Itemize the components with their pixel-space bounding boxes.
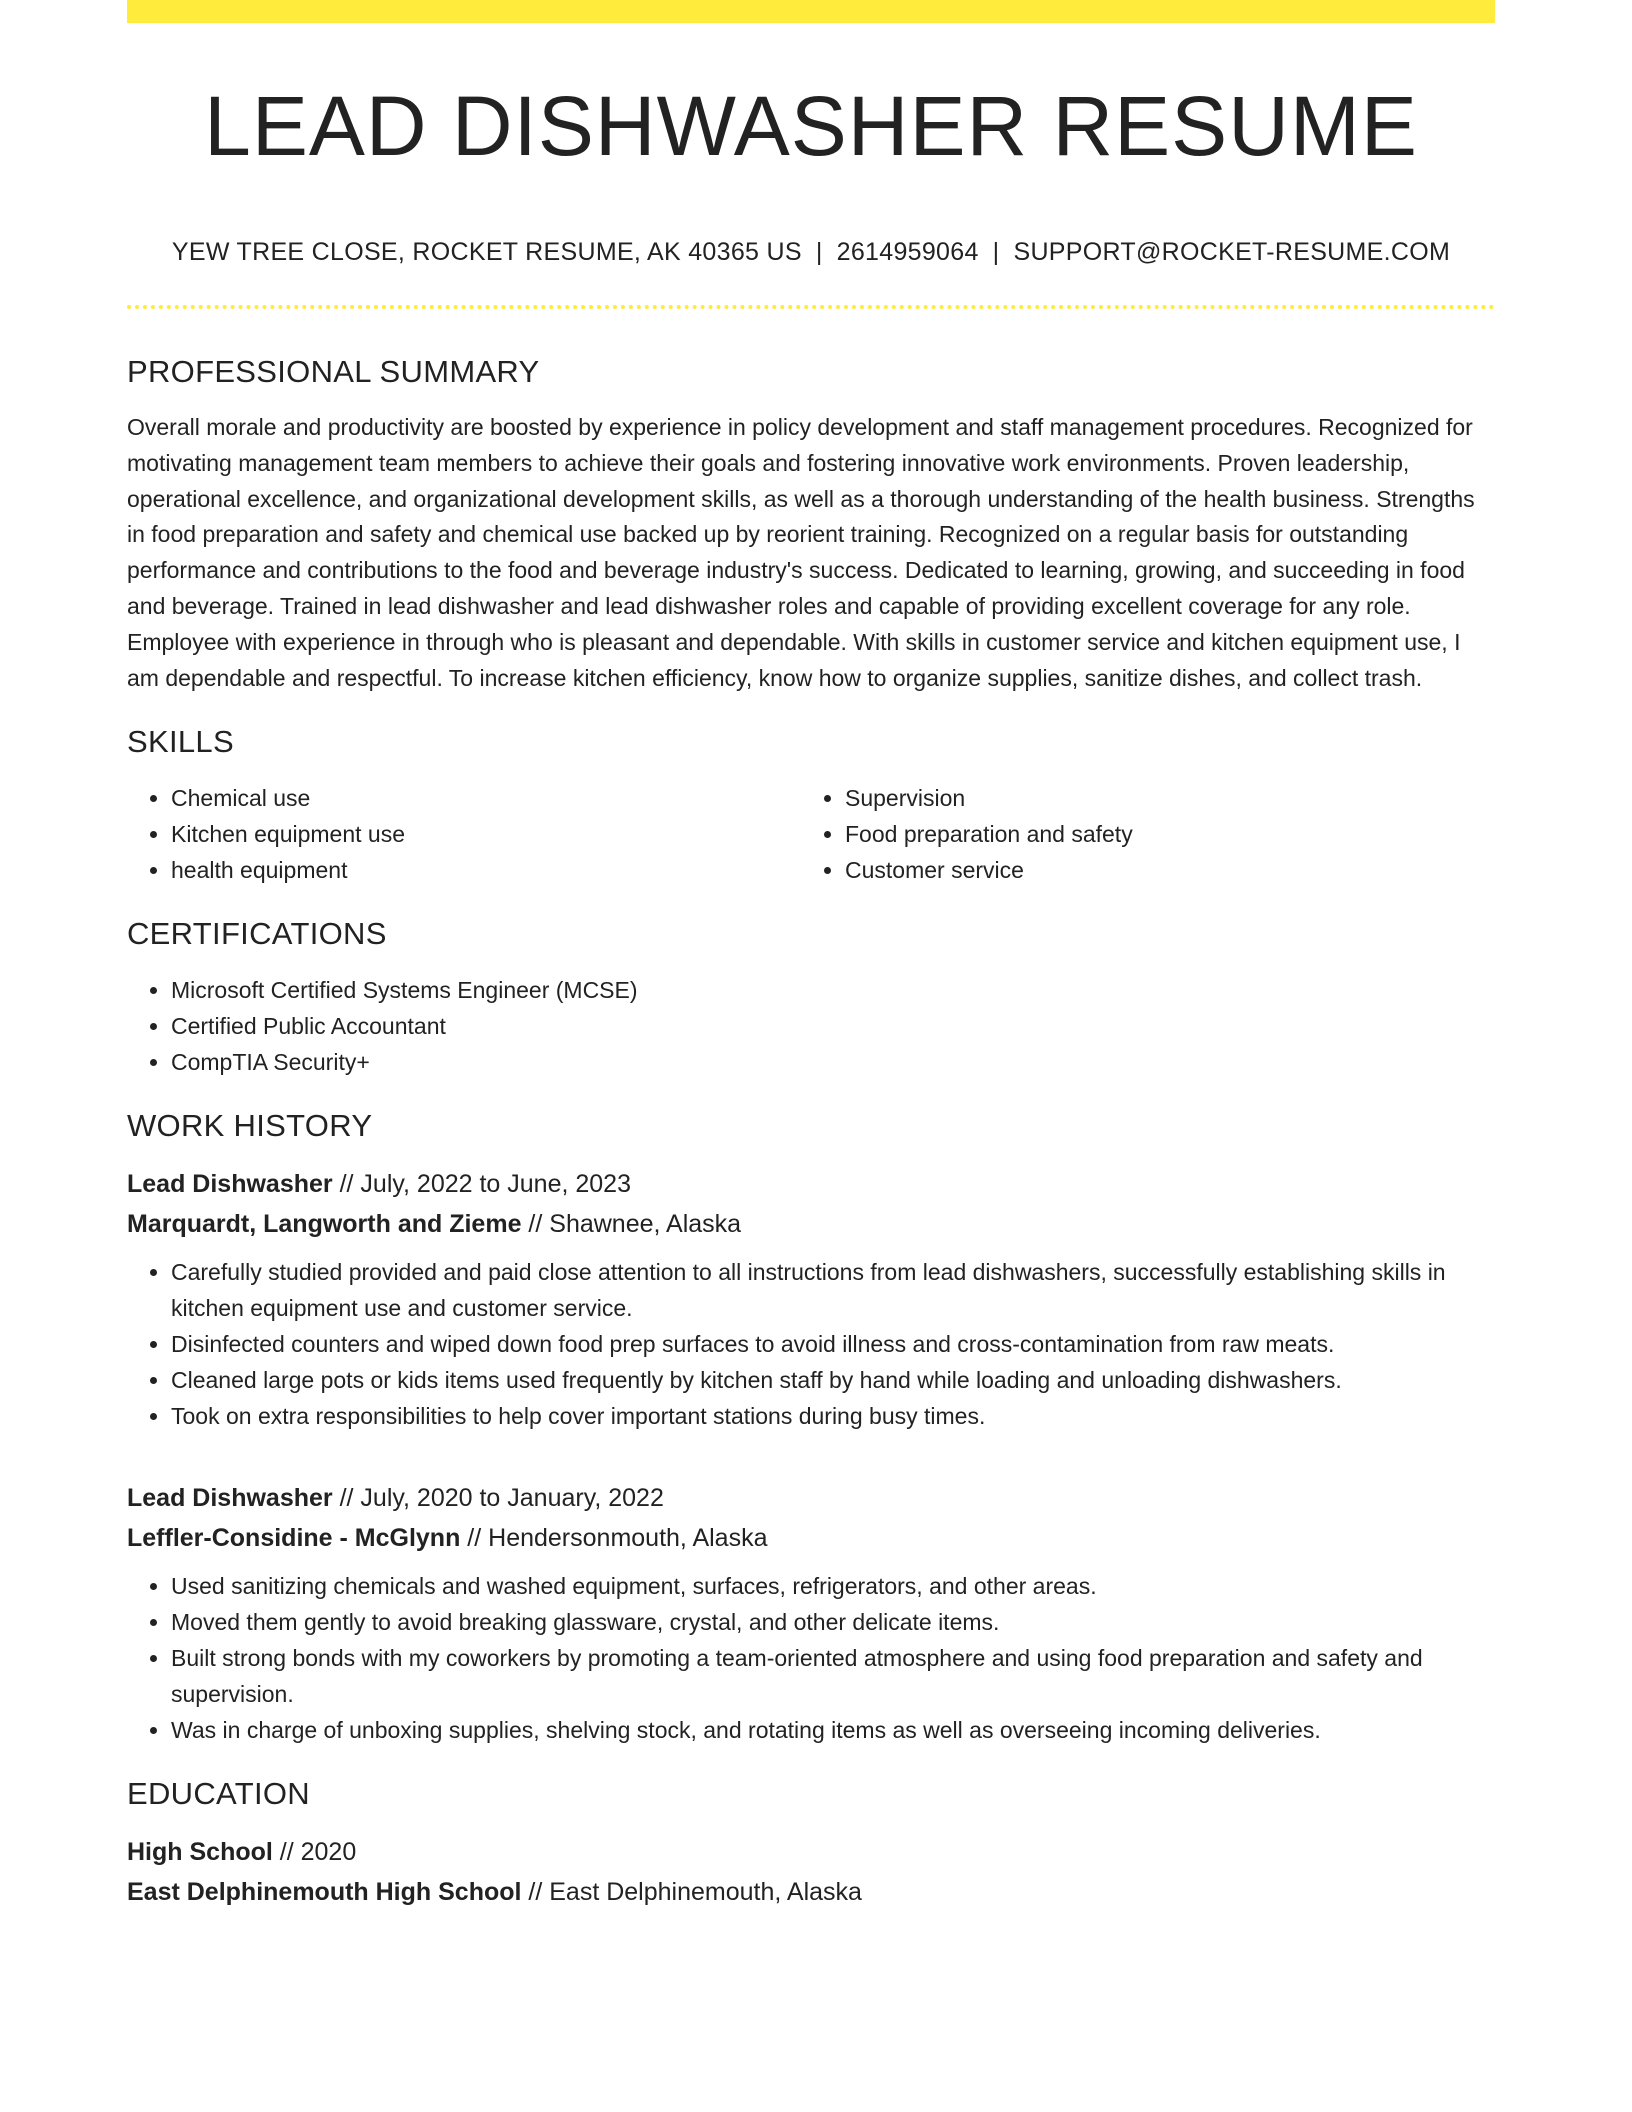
job-location: // Hendersonmouth, Alaska: [460, 1524, 768, 1553]
job-bullet: • Moved them gently to avoid breaking glassware, crystal, and other delicate items.: [171, 1604, 1495, 1640]
certification-item: • CompTIA Security+: [171, 1044, 1495, 1080]
certifications-section: [127, 914, 1495, 1080]
accent-top-bar: [127, 0, 1495, 23]
certifications-heading: CERTIFICATIONS: [127, 916, 387, 952]
education-heading: EDUCATION: [127, 1776, 310, 1812]
job-bullet: • Disinfected counters and wiped down food prep surfaces to avoid illness and cross-contamination from raw meats.: [171, 1326, 1495, 1362]
resume-body: [127, 352, 1495, 1912]
job-entry: [127, 1478, 1495, 1748]
resume-title: LEAD DISHWASHER RESUME: [204, 79, 1418, 173]
education-degree: High School: [127, 1838, 273, 1867]
education-degree-line: [127, 1832, 1495, 1872]
job-bullet: • Cleaned large pots or kids items used frequently by kitchen staff by hand while loading and unloading dishwashers.: [171, 1362, 1495, 1398]
job-company-line: [127, 1518, 1495, 1558]
job-title-line: [127, 1164, 1495, 1204]
skill-item: • Kitchen equipment use: [171, 816, 801, 852]
work-history-heading: WORK HISTORY: [127, 1108, 373, 1144]
contact-separator: |: [992, 238, 1000, 266]
job-bullet: • Was in charge of unboxing supplies, shelving stock, and rotating items as well as overseeing incoming deliveries.: [171, 1712, 1495, 1748]
job-bullets: [127, 1568, 1495, 1748]
skill-item: • Food preparation and safety: [845, 816, 1475, 852]
education-section: [127, 1774, 1495, 1912]
skills-list-left: [127, 780, 801, 888]
contact-phone: 2614959064: [836, 238, 979, 266]
certifications-list: [127, 972, 1495, 1080]
skills-list-right: [801, 780, 1475, 888]
summary-heading: PROFESSIONAL SUMMARY: [127, 354, 540, 389]
summary-section: [127, 352, 1495, 696]
work-history-section: [127, 1106, 1495, 1748]
job-bullet: • Carefully studied provided and paid close attention to all instructions from lead dishwashers, successfully establishing skills in kitchen equipment use and customer service.: [171, 1254, 1495, 1326]
job-title: Lead Dishwasher: [127, 1484, 333, 1513]
summary-text: Overall morale and productivity are boosted by experience in policy development and staff management procedures. Recognized for motivating management team members to achieve their goals and fostering innovative work environments. Proven leadership, operational excellence, and organizational development skills, as well as a thorough understanding of the health business. Strengths in food preparation and safety and chemical use backed up by reorient training. Recognized on a regular basis for outstanding performance and contributions to the food and beverage industry's success. Dedicated to learning, growing, and succeeding in food and beverage. Trained in lead dishwasher and lead dishwasher roles and capable of providing excellent coverage for any role. Employee with experience in through who is pleasant and dependable. With skills in customer service and kitchen equipment use, I am dependable and respectful. To increase kitchen efficiency, know how to organize supplies, sanitize dishes, and collect trash.: [127, 414, 1475, 691]
education-year: // 2020: [272, 1838, 357, 1867]
contact-address: YEW TREE CLOSE, ROCKET RESUME, AK 40365 US: [171, 238, 802, 266]
job-title: Lead Dishwasher: [127, 1170, 333, 1199]
skills-columns: [127, 780, 1495, 888]
education-school-line: [127, 1872, 1495, 1912]
skills-heading: SKILLS: [127, 724, 234, 760]
job-bullet: • Used sanitizing chemicals and washed equipment, surfaces, refrigerators, and other areas.: [171, 1568, 1495, 1604]
dotted-divider: [127, 305, 1495, 309]
skill-item: • Customer service: [845, 852, 1475, 888]
job-title-line: [127, 1478, 1495, 1518]
skills-section: [127, 722, 1495, 888]
job-company: Leffler-Considine - McGlynn: [127, 1524, 461, 1553]
skill-item: • Chemical use: [171, 780, 801, 816]
job-entry: [127, 1164, 1495, 1434]
skill-item: • health equipment: [171, 852, 801, 888]
contact-separator: |: [815, 238, 823, 266]
job-bullets: [127, 1254, 1495, 1434]
job-company: Marquardt, Langworth and Zieme: [127, 1210, 522, 1239]
certification-item: • Microsoft Certified Systems Engineer (MCSE): [171, 972, 1495, 1008]
education-location: // East Delphinemouth, Alaska: [521, 1878, 862, 1907]
contact-line: [127, 238, 1495, 267]
job-dates: // July, 2020 to January, 2022: [332, 1484, 664, 1513]
certification-item: • Certified Public Accountant: [171, 1008, 1495, 1044]
job-dates: // July, 2022 to June, 2023: [332, 1170, 631, 1199]
job-location: // Shawnee, Alaska: [521, 1210, 742, 1239]
job-company-line: [127, 1204, 1495, 1244]
contact-email: SUPPORT@ROCKET-RESUME.COM: [1013, 238, 1451, 266]
education-school: East Delphinemouth High School: [127, 1878, 522, 1907]
job-bullet: • Took on extra responsibilities to help cover important stations during busy times.: [171, 1398, 1495, 1434]
job-bullet: • Built strong bonds with my coworkers by promoting a team-oriented atmosphere and using food preparation and safety and supervision.: [171, 1640, 1495, 1712]
skill-item: • Supervision: [845, 780, 1475, 816]
